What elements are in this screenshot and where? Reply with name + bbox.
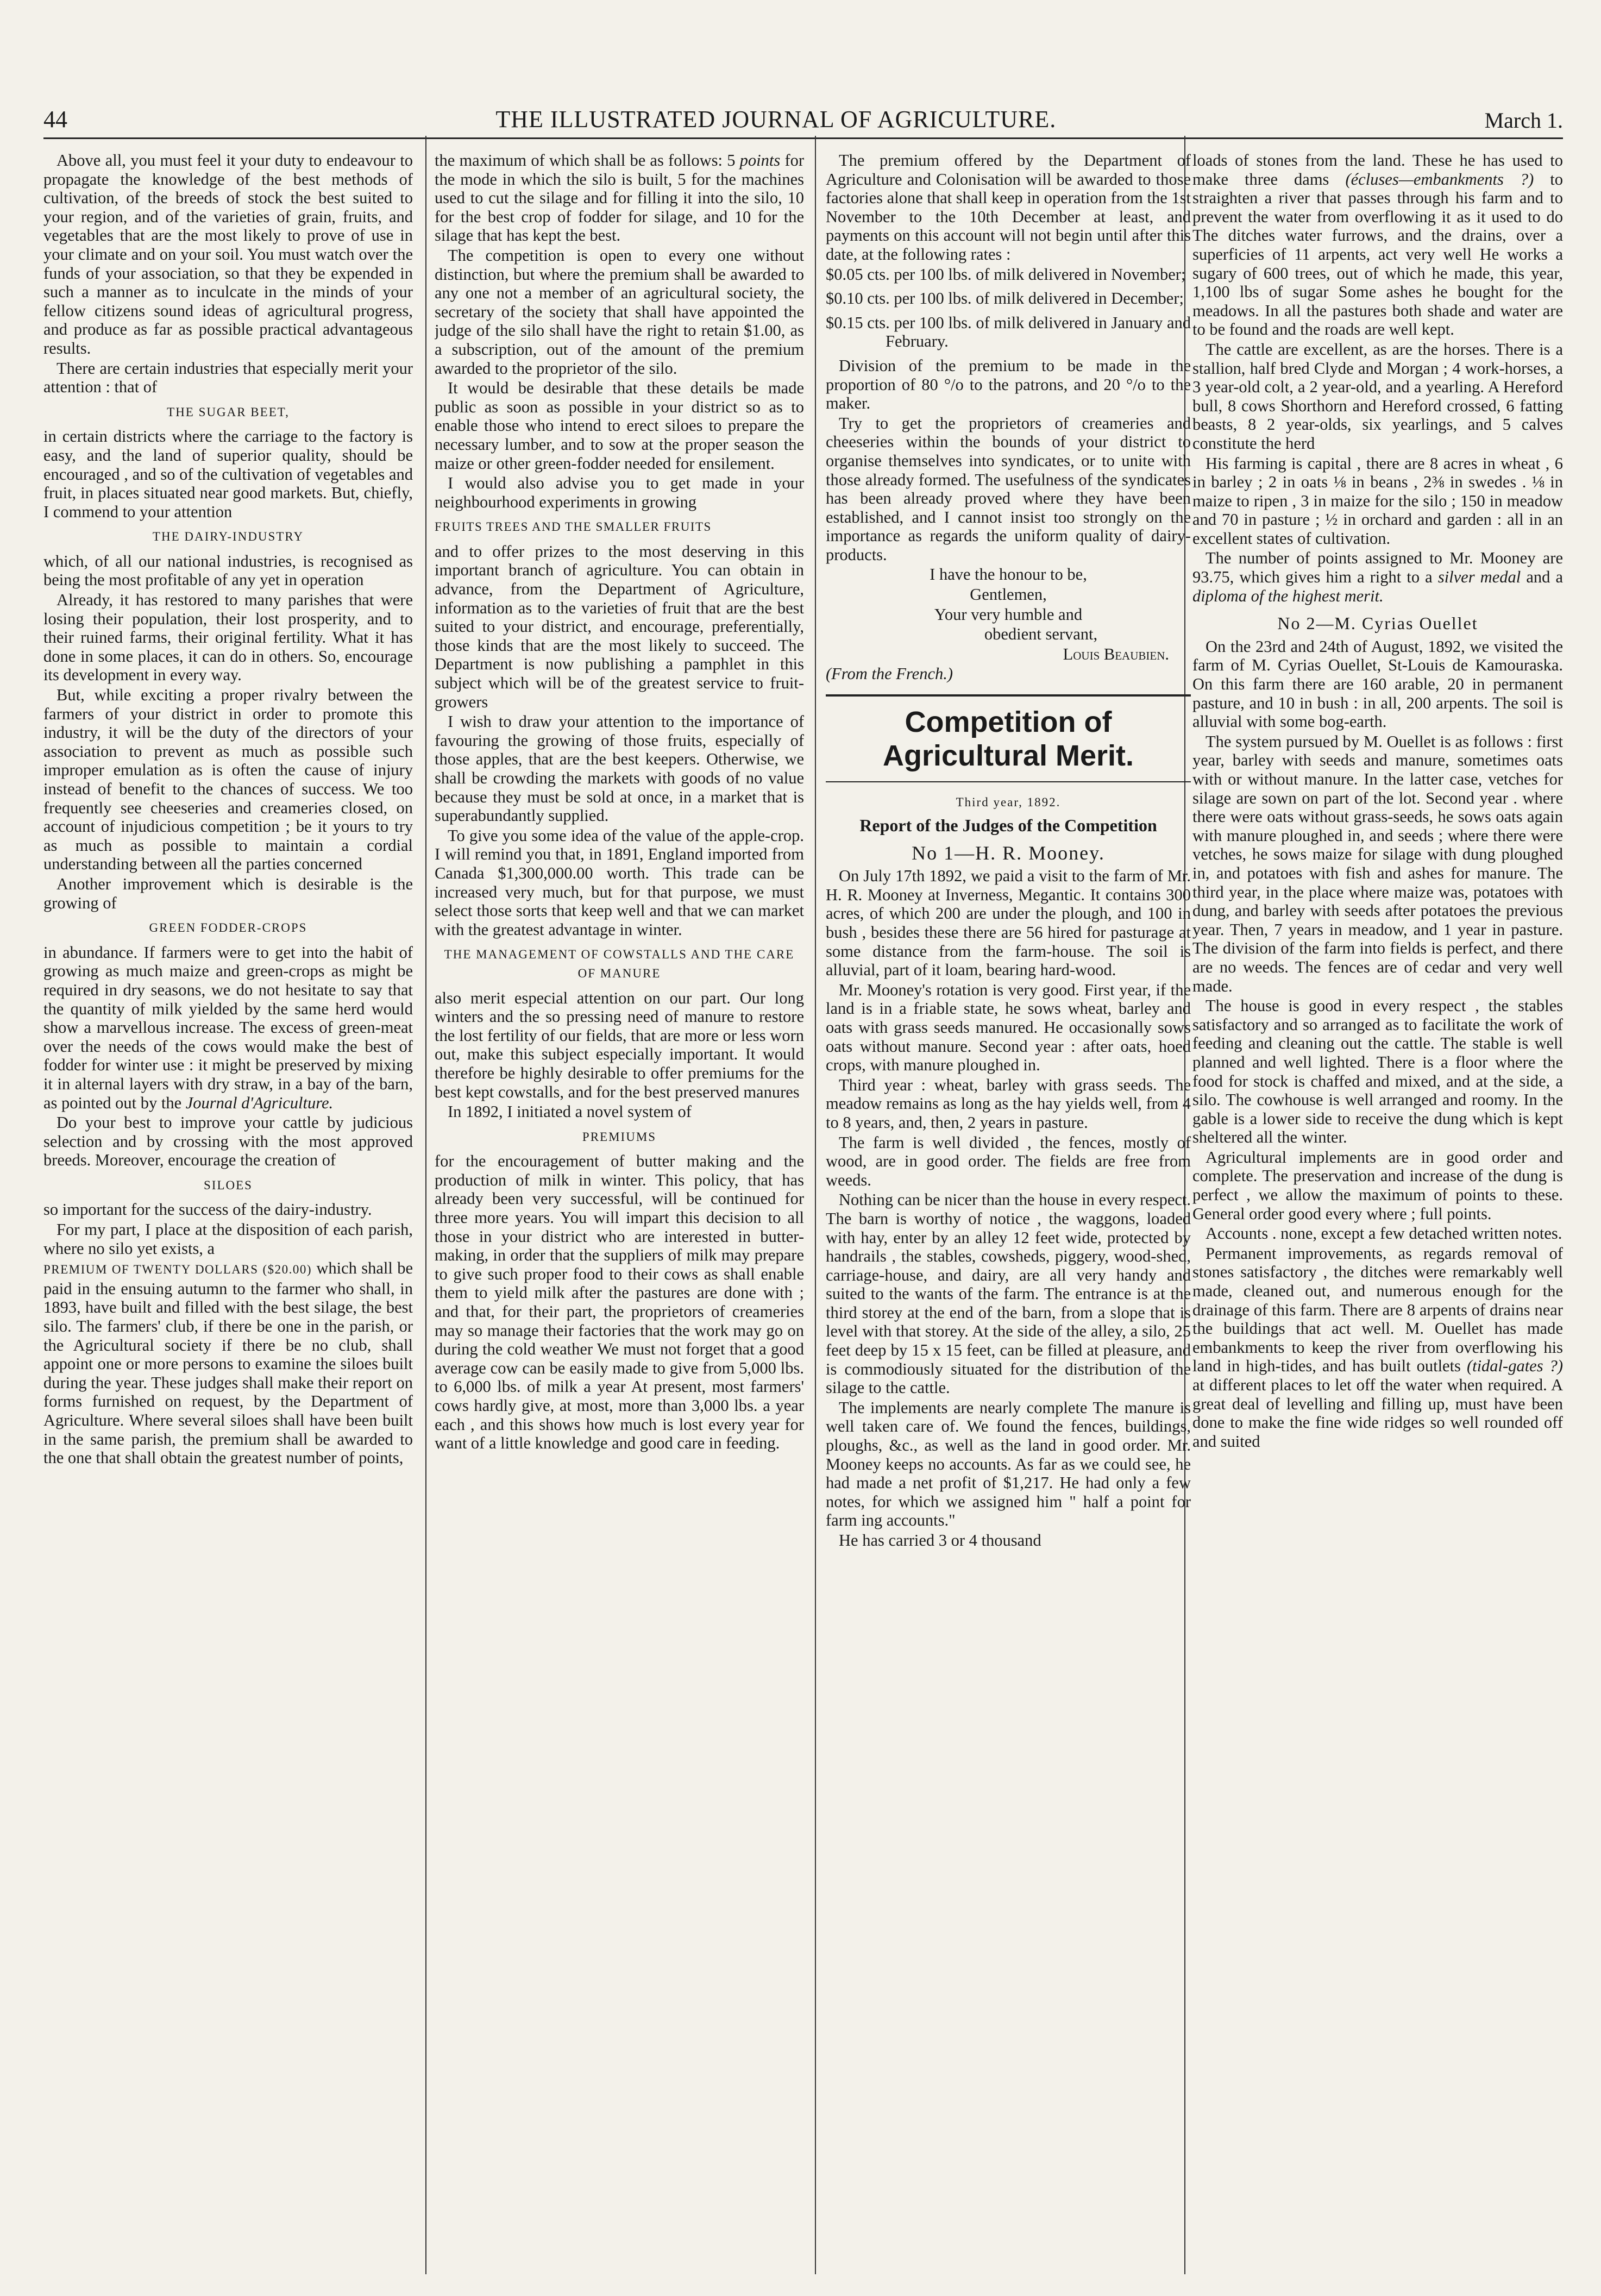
- paragraph: Already, it has restored to many parishes that were losing their population, their lost prosperity, and to their ruined farms, their original fertility. What it has done in some places, it can do in others. So, encourage its development in every way.: [43, 591, 413, 685]
- paragraph: and to offer prizes to the most deserving in this important branch of agriculture. You can obtain in advance, from the Department of Agriculture, information as to the varieties of fruit that are the best suited to your district, and encourage, preferentially, those kinds that are the most likely to succeed. The Department is now publishing a pamphlet in this subject which will be of the greatest service to fruit-growers: [435, 542, 804, 711]
- closing: obedient servant,: [984, 625, 1098, 644]
- closing: I have the honour to be,: [930, 565, 1087, 584]
- paragraph: In 1892, I initiated a novel system of: [448, 1102, 692, 1121]
- paragraph: I would also advise you to get made in your neighbourhood experiments in growing: [435, 474, 804, 511]
- paragraph: loads of stones from the land. These he has used to make three dams (écluses—embankments ?) to straighten a river that passes through his farm and to prevent the water from overflowing it as it used to do The ditches water furrows, and the drains, over a superficies of 11 arpents, act very well He works a sugary of 600 trees, out of which he made, this year, 1,100 lbs of sugar Some ashes he bought for the meadows. In all the pastures both shade and water are to be found and the roads are well kept.: [1192, 151, 1563, 339]
- premium-label: PREMIUM OF TWENTY DOLLARS ($20.00): [43, 1263, 312, 1277]
- paragraph: I wish to draw your attention to the importance of favouring the growing of those fruits, especially of those apples, that are the best keepers. Otherwise, we shall be crowding the markets with goods of no value because they must be sold at once, in a market that is superabundantly supplied.: [435, 712, 804, 825]
- paragraph: On the 23rd and 24th of August, 1892, we visited the farm of M. Cyrias Ouellet, St-Louis de Kamouraska. On this farm there are 160 arable, 20 in permanent pasture, and 10 in bush : in all, 200 arpents. The soil is alluvial with some bog-earth.: [1192, 637, 1563, 731]
- paragraph: also merit especial attention on our part. Our long winters and the so pressing need of manure to restore the lost fertility of our fields, that are more or less worn out, make this subject especially important. It would therefore be highly desirable to offer premiums for the best kept cowstalls, and for the best preserved manures: [435, 988, 804, 1101]
- paragraph: PREMIUM OF TWENTY DOLLARS ($20.00) which shall be paid in the ensuing autumn to the farmer who shall, in 1893, have built and filled with the best silage, the best silo. The farmers' club, if there be one in the parish, or the Agricultural society if there be no club, shall appoint one or more persons to examine the siloes built during the year. These judges shall make their report on forms furnished on request, by the Department of Agriculture. Where several siloes shall have been built in the same parish, the premium shall be awarded to the one that shall obtain the greatest number of points,: [43, 1259, 413, 1467]
- issue-date: March 1.: [1484, 108, 1563, 133]
- paragraph: The farm is well divided , the fences, mostly of wood, are in good order. The fields are free from weeds.: [826, 1133, 1191, 1189]
- paragraph: His farming is capital , there are 8 acres in wheat , 6 in barley ; 2 in oats ⅛ in beans , 2⅜ in swedes . ⅛ in maize to ripen , 3 in maize for the silo ; 150 in meadow and 70 in pasture ; ½ in orchard and garden : all in an excellent states of cultivation.: [1192, 454, 1563, 548]
- paragraph: Nothing can be nicer than the house in every respect. The barn is worthy of notice , the waggons, loaded with hay, enter by an alley 12 feet wide, protected by handrails , the stables, cowsheds, piggery, wood-shed, carriage-house, and dairy, are all very handy and suited to the wants of the farm. The entrance is at the third storey at the end of the barn, from a slope that is level with that storey. At the side of the alley, a silo, 25 feet deep by 15 x 15 feet, can be filled at pleasure, and is commodiously situated for the distribution of the silage to the cattle.: [826, 1190, 1191, 1397]
- entry-heading: No 2—M. Cyrias Ouellet: [1277, 613, 1478, 633]
- paragraph: Permanent improvements, as regards removal of stones satisfactory , the ditches were remarkably well made, cleaned out, and numerous enough for the drainage of this farm. There are 8 arpents of drains near the buildings that act well. M. Ouellet has made embankments to keep the river from overflowing his land in high-tides, and has built outlets (tidal-gates ?) at different places to let off the water when required. A great deal of levelling and filling up, must have been done to make the fine wide ridges so well rounded off and suited: [1192, 1244, 1563, 1451]
- paragraph: Do your best to improve your cattle by judicious selection and by crossing with the most approved breeds. Moreover, encourage the creation of: [43, 1113, 413, 1170]
- paragraph: for the encouragement of butter making and the production of milk in winter. This policy, that has already been very successful, will be continued for three more years. You will impart this decision to all those in your district who are interested in butter-making, in order that the suppliers of milk may prepare to give such proper food to their cows as shall enable them to yield milk after the pastures are done with ; and that, for their part, the proprietors of creameries may so manage their factories that the work may go on during the cold weather We must not forget that a good average cow can be easily made to give from 5,000 lbs. to 6,000 lbs. of milk a year At present, most farmers' cows hardly give, at most, more than 3,000 lbs. a year each , and this shows how much is lost every year for want of a little knowledge and good care in feeding.: [435, 1152, 804, 1453]
- paragraph: Third year : wheat, barley with grass seeds. The meadow remains as long as the hay yields well, from 4 to 8 years, and, then, 2 years in pasture.: [826, 1075, 1191, 1132]
- paragraph: Accounts . none, except a few detached written notes.: [1206, 1224, 1562, 1243]
- column-2: [435, 151, 804, 2281]
- subheading: SILOES: [204, 1178, 253, 1192]
- subheading: THE SUGAR BEET,: [167, 405, 290, 419]
- rate-item: $0.05 cts. per 100 lbs. of milk delivered in November;: [826, 265, 1186, 284]
- subheading: PREMIUMS: [582, 1130, 657, 1144]
- page-number: 44: [43, 106, 67, 133]
- paragraph: The premium offered by the Department of Agriculture and Colonisation will be awarded to those factories alone that shall keep in operation from the 1st November to the 10th December at least, and payments on this account will not begin until after this date, at the following rates :: [826, 151, 1191, 264]
- salutation: Gentlemen,: [970, 585, 1047, 604]
- closing: Your very humble and: [934, 605, 1083, 624]
- paragraph: The number of points assigned to Mr. Mooney are 93.75, which gives him a right to a silver medal and a diploma of the highest merit.: [1192, 549, 1563, 605]
- paragraph: Above all, you must feel it your duty to endeavour to propagate the knowledge of the best methods of cultivation, of the breeds of stock the best suited to your region, and of the varieties of grain, fruits, and vegetables that are the most likely to prove of use in your climate and on your soil. You must watch over the funds of your association, so that they be expended in such a manner as to inculcate in the minds of your fellow citizens sound ideas of agricultural progress, and produce as far as possible practical advantageous results.: [43, 151, 413, 357]
- paragraph: in abundance. If farmers were to get into the habit of growing as much maize and green-crops as might be required in dry seasons, we do not hesitate to say that the quantity of milk yielded by the same herd would show a marvellous increase. The excess of green-meat over the needs of the cows would make the best of fodder for winter use : it might be preserved by mixing it in alternal layers with dry straw, in a bay of the barn, as pointed out by the Journal d'Agriculture.: [43, 943, 413, 1112]
- paragraph: The competition is open to every one without distinction, but where the premium shall be awarded to any one not a member of an agricultural society, the secretary of the society that shall have appointed the judge of the silo shall have the right to retain $1.00, as a subscription, out of the amount of the premium awarded to the proprietor of the silo.: [435, 246, 804, 378]
- paragraph: the maximum of which shall be as follows: 5 points for the mode in which the silo is built, 5 for the machines used to cut the silage and for filling it into the silo, 10 for the best crop of fodder for silage, and 10 for the silage that has kept the best.: [435, 151, 804, 245]
- journal-title: THE ILLUSTRATED JOURNAL OF AGRICULTURE.: [495, 106, 1057, 133]
- paragraph: in certain districts where the carriage to the factory is easy, and the land of superior quality, should be encouraged , and so of the cultivation of vegetables and fruit, in places situated near good markets. But, chiefly, I commend to your attention: [43, 427, 413, 521]
- subheading: FRUITS TREES AND THE SMALLER FRUITS: [435, 520, 712, 534]
- paragraph: which, of all our national industries, is recognised as being the most profitable of any yet in operation: [43, 551, 413, 589]
- paragraph: To give you some idea of the value of the apple-crop. I will remind you that, in 1891, England imported from Canada $1,300,000.00 worth. This trade can be increased very much, but for that purpose, we must select those sorts that keep well and that we can market with the greatest advantage in winter.: [435, 826, 804, 939]
- paragraph: Agricultural implements are in good order and complete. The preservation and increase of the dung is perfect , we allow the maximum of points to these. General order good every where ; full points.: [1192, 1147, 1563, 1223]
- year-line: Third year, 1892.: [956, 795, 1061, 810]
- subheading: GREEN FODDER-CROPS: [149, 921, 307, 935]
- paragraph: There are certain industries that especially merit your attention : that of: [43, 359, 413, 397]
- paragraph: Mr. Mooney's rotation is very good. First year, if the land is in a friable state, he sows wheat, barley and oats with grass seeds manured. He occasionally sows oats without manure. Second year : after oats, hoed crops, with manure ploughed in.: [826, 980, 1191, 1075]
- column-rule: [425, 136, 426, 2274]
- author-name: Louis Beaubien.: [1063, 644, 1169, 663]
- paragraph: The implements are nearly complete The manure is well taken care of. We found the fences, buildings, ploughs, &c., as well as the land in good order. Mr. Mooney keeps no accounts. As far as we could see, he had made a net profit of $1,217. He had only a few notes, for which we assigned him " half a point for farm ing accounts.": [826, 1398, 1191, 1530]
- paragraph: The house is good in every respect , the stables satisfactory and so arranged as to facilitate the work of feeding and cleaning out the cattle. The stable is well planned and well lighted. There is a floor where the food for stock is chaffed and mixed, and at the side, a silo. The cowhouse is well arranged and roomy. In the gable is a lower side to receive the dung which is kept sheltered all the winter.: [1192, 996, 1563, 1147]
- paragraph: But, while exciting a proper rivalry between the farmers of your district in order to promote this industry, it will be the duty of the directors of your association to prevent as much as possible such improper emulation as is often the cause of injury instead of benefit to the chances of success. We too frequently see cheeseries and creameries closed, on account of injudicious competition ; be it yours to try as much as possible to maintain a cordial understanding between all the parties concerned: [43, 686, 413, 874]
- paragraph: Division of the premium to be made in the proportion of 80 °/o to the patrons, and 20 °/o to the maker.: [826, 356, 1191, 413]
- paragraph: Try to get the proprietors of creameries and cheeseries within the bounds of your district to organise themselves into syndicates, or to unite with those already formed. The usefulness of the syndicates has been already proved where they have been established, and I cannot insist too strongly on the importance as regards the uniform quality of dairy-products.: [826, 413, 1191, 564]
- signature-block: [826, 565, 1191, 683]
- paragraph: so important for the success of the dairy-industry.: [43, 1200, 372, 1219]
- column-rule: [815, 136, 816, 2274]
- paragraph: For my part, I place at the disposition of each parish, where no silo yet exists, a: [43, 1220, 413, 1258]
- column-4: [1192, 151, 1563, 2281]
- rate-item: $0.10 cts. per 100 lbs. of milk delivered in December;: [826, 289, 1184, 308]
- article-heading: Competition of Agricultural Merit.: [882, 706, 1134, 773]
- paragraph: It would be desirable that these details be made public as soon as possible in your district so as to enable those who intend to erect siloes to prepare the necessary lumber, and to sow at the proper season the maize or other green-fodder needed for ensilement.: [435, 379, 804, 473]
- page-header: [43, 90, 1563, 139]
- paragraph: He has carried 3 or 4 thousand: [839, 1531, 1041, 1550]
- subheading: THE MANAGEMENT OF COWSTALLS AND THE CARE OF MANURE: [444, 948, 795, 980]
- divider: [826, 781, 1191, 782]
- entry-heading: No 1—H. R. Mooney.: [912, 842, 1105, 864]
- subheading: THE DAIRY-INDUSTRY: [152, 530, 304, 544]
- paragraph: On July 17th 1892, we paid a visit to the farm of Mr. H. R. Mooney at Inverness, Megantic. It contains 300 acres, of which 200 are under the plough, and 100 in bush , besides these there are 56 hired for pasturage at some distance from the farm-house. The soil is alluvial, part of it loam, bearing hard-wood.: [826, 867, 1191, 980]
- column-1: [43, 151, 413, 2281]
- translation-note: (From the French.): [826, 664, 953, 683]
- paragraph: The cattle are excellent, as are the horses. There is a stallion, half bred Clyde and Morgan ; 4 work-horses, a 3 year-old colt, a 2 year-old, and a yearling. A Hereford bull, 8 cows Shorthorn and Hereford crossed, 6 fatting beasts, 8 2 year-olds, six yearlings, and 5 calves constitute the herd: [1192, 340, 1563, 453]
- journal-reference: Journal d'Agriculture.: [185, 1093, 334, 1112]
- rate-item: $0.15 cts. per 100 lbs. of milk delivered in January and February.: [826, 313, 1191, 351]
- paragraph: Another improvement which is desirable is the growing of: [43, 874, 413, 912]
- column-3: [826, 151, 1191, 2281]
- report-title: Report of the Judges of the Competition: [859, 815, 1157, 835]
- divider: [826, 694, 1191, 697]
- paragraph: The system pursued by M. Ouellet is as follows : first year, barley with seeds and manure, sometimes oats with or without manure. In the latter case, vetches for silage are sown on part of the lot. Second year . where there were oats without grass-seeds, he sows oats again with manure ploughed in, and seeds ; where there were vetches, he sows maize for silage with dung ploughed in, and potatoes with fish and ashes for manure. The third year, in the place where maize was, potatoes with dung, and barley with seeds after potatoes the previous year. Then, 7 years in meadow, and 1 year in pasture. The division of the farm into fields is perfect, and there are no weeds. The fences are of cedar and very well made.: [1192, 732, 1563, 995]
